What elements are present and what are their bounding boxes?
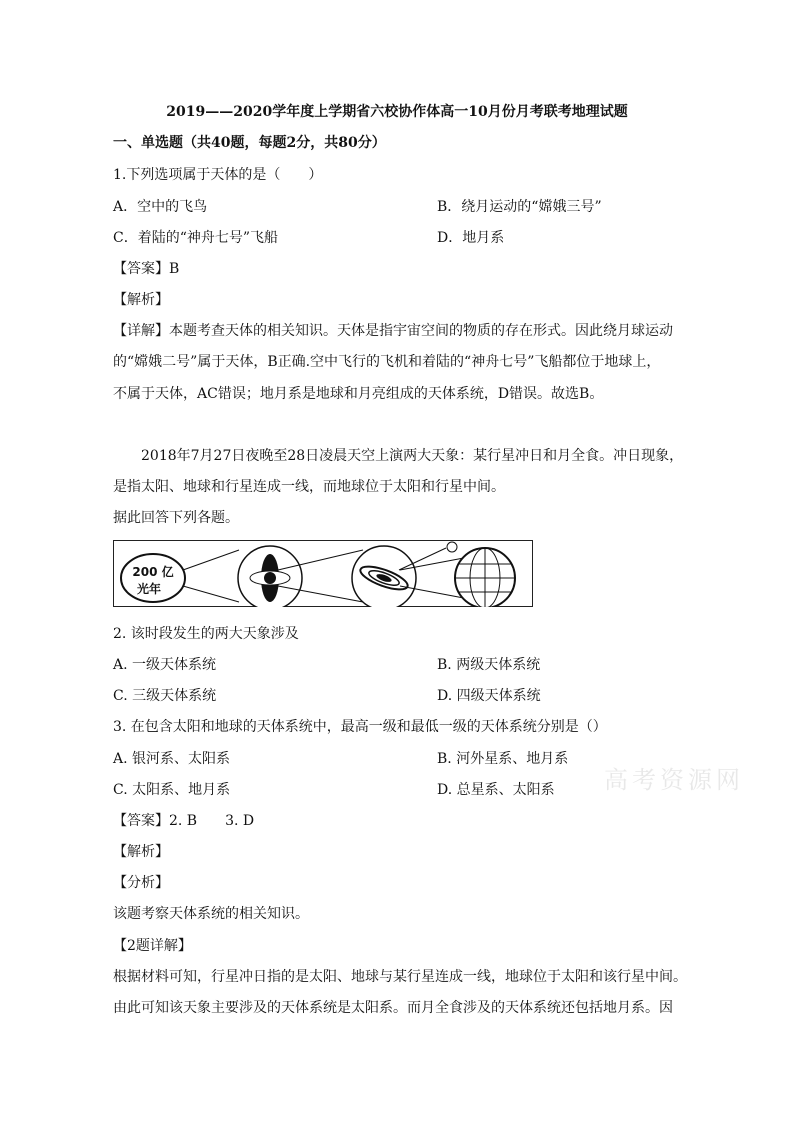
q1-stem: 1.下列选项属于天体的是（ ） xyxy=(113,167,323,183)
q2-option-c: C. 三级天体系统 xyxy=(113,688,217,704)
q1-option-b: B．绕月运动的“嫦娥三号” xyxy=(437,199,602,215)
q2-detail-heading: 【2题详解】 xyxy=(113,938,192,954)
material-paragraph-line: 是指太阳、地球和行星连成一线，而地球位于太阳和行星中间。 xyxy=(113,479,505,495)
celestial-system-figure xyxy=(113,540,533,607)
q2-option-d: D. 四级天体系统 xyxy=(437,688,541,704)
watermark: 高考资源网 xyxy=(604,766,744,794)
q2-detail-line: 根据材料可知，行星冲日指的是太阳、地球与某行星连成一线，地球位于太阳和该行星中间。 xyxy=(113,969,687,985)
q1-option-a: A．空中的飞鸟 xyxy=(113,199,208,215)
figure-label-line1: 200 亿 xyxy=(132,565,174,579)
q1-answer: 【答案】B xyxy=(113,261,180,277)
page-title: 2019——2020学年度上学期省六校协作体高一10月份月考联考地理试题 xyxy=(166,104,628,120)
material-instruction: 据此回答下列各题。 xyxy=(113,510,239,526)
q3-stem: 3. 在包含太阳和地球的天体系统中，最高一级和最低一级的天体系统分别是（） xyxy=(113,719,607,735)
q3-option-c: C. 太阳系、地月系 xyxy=(113,782,231,798)
q2-stem: 2. 该时段发生的两大天象涉及 xyxy=(113,626,299,642)
q2-option-b: B. 两级天体系统 xyxy=(437,657,541,673)
q3-option-a: A. 银河系、太阳系 xyxy=(113,751,231,767)
figure-label-line2: 光年 xyxy=(136,582,162,596)
fenxi-text: 该题考察天体系统的相关知识。 xyxy=(113,906,309,922)
q1-option-d: D．地月系 xyxy=(437,230,505,246)
q1-detail-line: 【详解】本题考查天体的相关知识。天体是指宇宙空间的物质的存在形式。因此绕月球运动 xyxy=(113,323,673,339)
fenxi-label: 【分析】 xyxy=(113,875,169,891)
q1-detail-line: 的“嫦娥二号”属于天体，B正确.空中飞行的飞机和着陆的“神舟七号”飞船都位于地球上， xyxy=(113,354,661,370)
q1-option-c: C．着陆的“神舟七号”飞船 xyxy=(113,230,279,246)
q2-option-a: A. 一级天体系统 xyxy=(113,657,217,673)
section-heading: 一、单选题（共40题，每题2分，共80分） xyxy=(113,135,386,151)
answer-2-3: 【答案】2. B 3. D xyxy=(113,813,255,829)
q3-option-d: D. 总星系、太阳系 xyxy=(437,782,555,798)
material-paragraph-line: 2018年7月27日夜晚至28日凌晨天空上演两大天象：某行星冲日和月全食。冲日现象， xyxy=(141,448,684,464)
analysis-label-2-3: 【解析】 xyxy=(113,844,169,860)
planet-small-circle xyxy=(447,542,457,552)
q1-analysis-label: 【解析】 xyxy=(113,292,169,308)
q3-option-b: B. 河外星系、地月系 xyxy=(437,751,569,767)
q1-detail-line: 不属于天体，AC错误；地月系是地球和月亮组成的天体系统，D错误。故选B。 xyxy=(113,386,604,402)
q2-detail-line: 由此可知该天象主要涉及的天体系统是太阳系。而月全食涉及的天体系统还包括地月系。因 xyxy=(113,1000,673,1016)
